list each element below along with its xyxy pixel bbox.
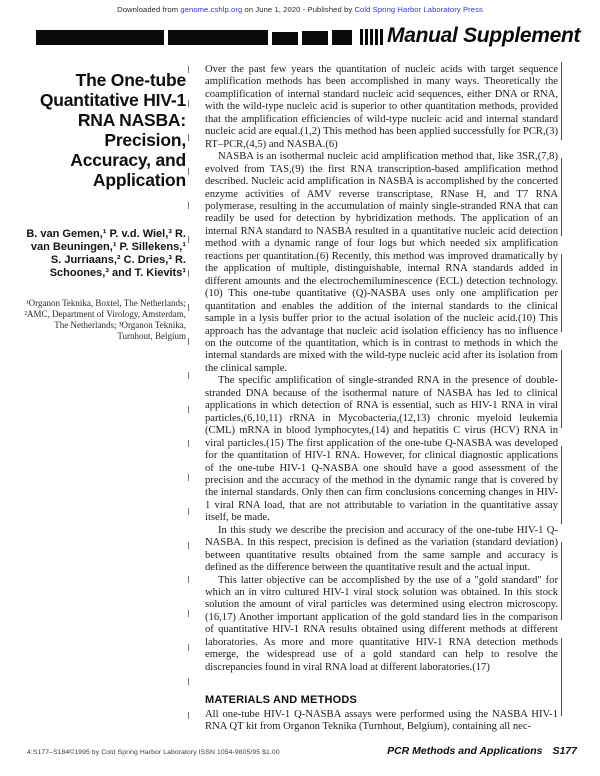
journal-name: PCR Methods and Applications	[387, 745, 543, 757]
download-notice	[0, 5, 600, 14]
intro-paragraph: The specific amplification of single-stranded RNA in the presence of double-stranded DNA because of the isothermal nature of NASBA has led to clinical applications in which detection of RNA is essential, such as HIV-1 RNA in viral particles,(6,10,11) rRNA in Mycobacteria,(12,13) chronic myeloid leukemia (CML) mRNA in blood lymphocytes,(14) and hepatitis C virus (HCV) RNA in viral particles.(15) The first application of the one-tube Q-NASBA was developed for the quantitation of HIV-1 RNA. However, for clinical diagnostic applications of the one-tube HIV-1 Q-NASBA one should have a good assessment of the precision and the accuracy of the method in the dynamic range that is covered by the internal standards. Only then can firm conclusions concerning changes in HIV-1 viral RNA load, that are not attributable to variation in the quantitative assay itself, be made.	[205, 375, 558, 524]
intro-paragraph: NASBA is an isothermal nucleic acid amplification method that, like 3SR,(7,8) evolved from TAS,(9) the first RNA transcription-based amplification method described. Nucleic acid amplification in NASBA is accomplished by the concerted enzyme activities of AMV reverse transcriptase, RNase H, and T7 RNA polymerase, resulting in the accumulation of mainly single-stranded RNA that can readily be used for detection by hybridization methods. The application of an internal RNA standard to NASBA resulted in a quantitative nucleic acid detection method with a dynamic range of four logs but which needed six amplification reactions per quantitation.(6) Recently, this method was improved dramatically by the application of multiple, distinguishable, internal RNA standards added in different amounts and the electrochemiluminescence (ECL) detection technology.(10) This one-tube quantitative (Q)-NASBA uses only one amplification per quantitation and enables the addition of the internal standards to the clinical sample in a lysis buffer prior to the actual isolation of the nucleic acid.(10) This approach has the advantage that nucleic acid isolation efficiency has no influence on the outcome of the quantitation, which is in contrast to methods in which the internal standards are mixed with the wild-type nucleic acid after its isolation from the clinical sample.	[205, 151, 558, 374]
article-title: The One-tube Quantitative HIV-1 RNA NASBA: Precision, Accuracy, and Application	[39, 70, 186, 190]
notice-link-cshl[interactable]: Cold Spring Harbor Laboratory Press	[354, 5, 483, 14]
redacted-logo-bar-segment	[332, 30, 352, 45]
journal-footer	[387, 745, 577, 757]
redacted-logo-bar-segment	[36, 30, 164, 45]
page-header	[36, 24, 582, 47]
notice-link-genome[interactable]: genome.cshlp.org	[180, 5, 243, 14]
notice-middle: on June 1, 2020 - Published by	[242, 5, 355, 14]
column-divider	[188, 66, 189, 734]
materials-methods-heading: MATERIALS AND METHODS	[205, 694, 358, 707]
redacted-logo-bar-segment	[272, 32, 298, 45]
vertical-bars-icon	[360, 29, 385, 46]
page-number: S177	[552, 745, 577, 757]
scan-artifact-line	[561, 62, 562, 732]
intro-paragraph: In this study we describe the precision and accuracy of the one-tube HIV-1 Q-NASBA. In this respect, precision is defined as the variation (standard deviation) between quantitative results obtained from the same sample and accuracy is defined as the difference between the quantitative result and the actual input.	[205, 524, 558, 574]
author-list: B. van Gemen,¹ P. v.d. Wiel,³ R. van Beuningen,¹ P. Sillekens,¹ S. Jurriaans,² C. Dries,³ R. Schoones,³ and T. Kievits¹	[26, 228, 186, 279]
methods-paragraph: All one-tube HIV-1 Q-NASBA assays were performed using the NASBA HIV-1 RNA QT kit from Organon Teknika (Turnhout, Belgium), containing all nec-	[205, 708, 558, 733]
article-body	[205, 64, 558, 734]
redacted-logo-bar-segment	[302, 31, 328, 45]
copyright-issn-line: 4:S177–S184©1995 by Cold Spring Harbor Laboratory ISSN 1054-9805/95 $1.00	[27, 749, 280, 756]
intro-paragraph: Over the past few years the quantitation of nucleic acids with target sequence amplification methods has been accomplished in many ways. Theoretically the coamplification of internal standard nucleic acid sequences, either DNA or RNA, with the wild-type nucleic acid is superior to other quantitation methods, provided that the amplification efficiencies of wild-type nucleic acid and internal standard nucleic acid are equal.(1,2) This method has been applied successfully for PCR,(3) RT–PCR,(4,5) and NASBA.(6)	[205, 64, 558, 150]
section-label: Manual Supplement	[387, 24, 581, 47]
affiliations: ¹Organon Teknika, Boxtel, The Netherlands; ²AMC, Department of Virology, Amsterdam, The Netherlands; ³Organon Teknika, Turnhout, Belgium	[24, 298, 186, 341]
notice-prefix: Downloaded from	[117, 5, 181, 14]
redacted-logo-bar-segment	[168, 30, 268, 45]
intro-paragraph: This latter objective can be accomplished by the use of a "gold standard" for which an in vitro cultured HIV-1 viral stock solution was obtained. In this stock solution the amount of viral particles was determined using electron microscopy.(16,17) Another important application of the gold standard lies in the comparison of quantitative HIV-1 RNA results obtained using different methods at different laboratories. As more and more quantitative HIV-1 RNA detection methods emerge, the widespread use of a gold standard can help to resolve the discrepancies found in viral RNA load at different laboratories.(17)	[205, 574, 558, 673]
